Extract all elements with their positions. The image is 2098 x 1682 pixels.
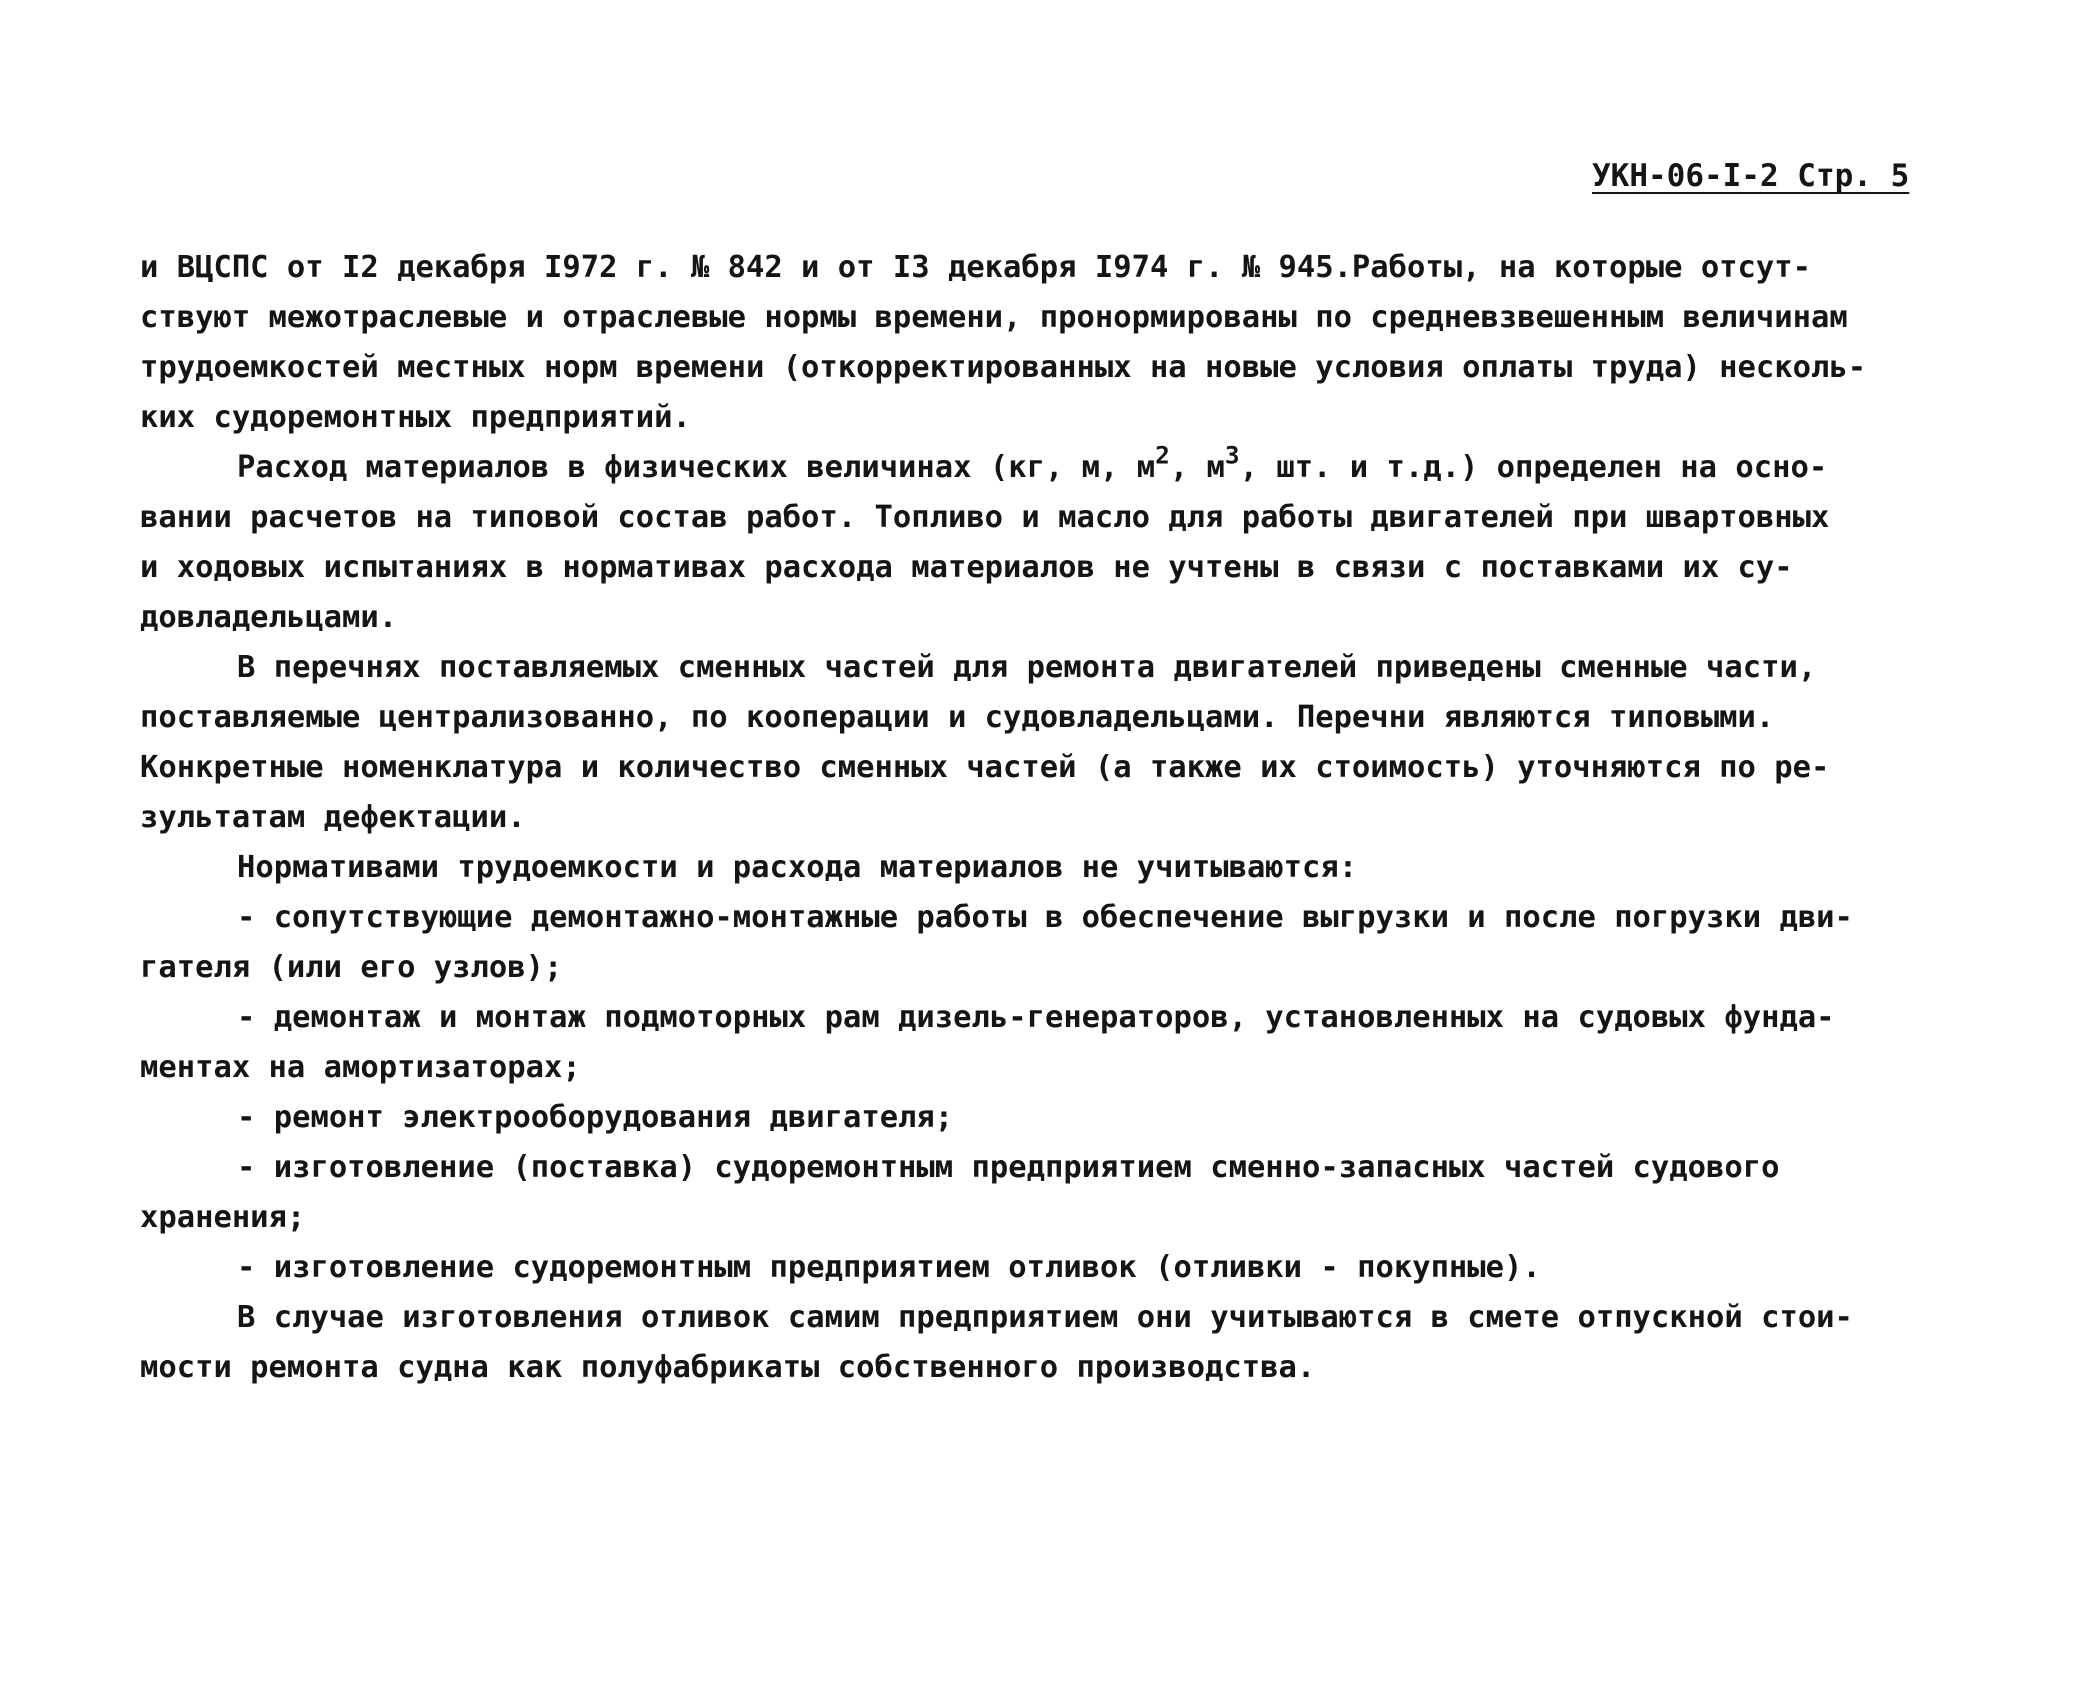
text-line: - изготовление (поставка) судоремонтным предприятием сменно-запасных частей судового [237, 1150, 1780, 1185]
text-line: Конкретные номенклатура и количество сменных частей (а также их стоимость) уточняются по ре- [140, 750, 1830, 785]
text-line: - ремонт электрооборудования двигателя; [237, 1100, 954, 1135]
text-line: - сопутствующие демонтажно-монтажные работы в обеспечение выгрузки и после погрузки дви- [237, 900, 1853, 935]
text-line: довладельцами. [140, 600, 398, 635]
text-line: - демонтаж и монтаж подмоторных рам дизель-генераторов, установленных на судовых фунда- [237, 1000, 1835, 1035]
text-line: гателя (или его узлов); [140, 950, 563, 985]
text-line: хранения; [140, 1200, 306, 1235]
text-line: ких судоремонтных предприятий. [140, 400, 691, 435]
text-line: мости ремонта судна как полуфабрикаты собственного производства. [140, 1350, 1316, 1385]
text-line: Нормативами трудоемкости и расхода материалов не учитываются: [237, 850, 1358, 885]
document-reference-header: УКН-06-I-2 Стр. 5 [1592, 158, 1910, 194]
text-line: Расход материалов в физических величинах (кг, м, $м^2$, $м^3$, шт. и т.д.) определен на осно- [237, 440, 1828, 485]
text-line: ствуют межотраслевые и отраслевые нормы времени, пронормированы по средневзвешенным величинам [140, 300, 1848, 335]
text-line: зультатам дефектации. [140, 800, 526, 835]
text-line: - изготовление судоремонтным предприятием отливок (отливки - покупные). [237, 1250, 1541, 1285]
text-line: ментах на амортизаторах; [140, 1050, 581, 1085]
text-line: В перечнях поставляемых сменных частей для ремонта двигателей приведены сменные части, [237, 650, 1817, 685]
text-line: В случае изготовления отливок самим предприятием они учитываются в смете отпускной стои- [237, 1300, 1853, 1335]
text-line: поставляемые централизованно, по кооперации и судовладельцами. Перечни являются типовыми. [140, 700, 1775, 735]
text-line: и ходовых испытаниях в нормативах расхода материалов не учтены в связи с поставками их су- [140, 550, 1793, 585]
text-line: вании расчетов на типовой состав работ. Топливо и масло для работы двигателей при швартовных [140, 500, 1830, 535]
text-line: и ВЦСПС от I2 декабря I972 г. № 842 и от I3 декабря I974 г. № 945.Работы, на которые отсут- [140, 250, 1811, 285]
text-line: трудоемкостей местных норм времени (откорректированных на новые условия оплаты труда) несколь- [140, 350, 1867, 385]
